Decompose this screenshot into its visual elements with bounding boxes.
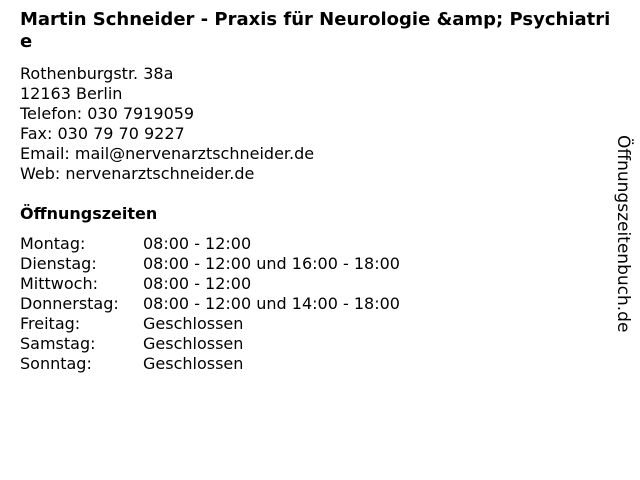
time-value: Geschlossen: [143, 314, 244, 333]
hours-row-saturday: [20, 334, 400, 354]
fax-number: Fax: 030 79 70 9227: [20, 124, 185, 143]
phone-number: Telefon: 030 7919059: [20, 104, 195, 123]
hours-row-wednesday: [20, 274, 400, 294]
website: Web: nervenarztschneider.de: [20, 164, 255, 183]
opening-hours-table: [20, 234, 400, 374]
street-address: Rothenburgstr. 38a: [20, 64, 174, 83]
time-value: Geschlossen: [143, 354, 244, 373]
time-value: 08:00 - 12:00 und 14:00 - 18:00: [143, 294, 400, 313]
time-value: 08:00 - 12:00: [143, 274, 252, 293]
time-value: 08:00 - 12:00: [143, 234, 252, 253]
email-address: Email: mail@nervenarztschneider.de: [20, 144, 315, 163]
hours-row-tuesday: [20, 254, 400, 274]
hours-row-sunday: [20, 354, 400, 374]
day-label: Montag:: [20, 234, 86, 253]
day-label: Samstag:: [20, 334, 96, 353]
day-label: Mittwoch:: [20, 274, 98, 293]
day-label: Dienstag:: [20, 254, 97, 273]
day-label: Sonntag:: [20, 354, 92, 373]
time-value: 08:00 - 12:00 und 16:00 - 18:00: [143, 254, 400, 273]
page-title: Martin Schneider - Praxis für Neurologie &amp; Psychiatrie: [20, 9, 611, 52]
day-label: Freitag:: [20, 314, 81, 333]
hours-row-friday: [20, 314, 400, 334]
watermark-text: Öffnungszeitenbuch.de: [613, 135, 633, 333]
opening-hours-heading: Öffnungszeiten: [20, 204, 158, 223]
time-value: Geschlossen: [143, 334, 244, 353]
hours-row-thursday: [20, 294, 400, 314]
day-label: Donnerstag:: [20, 294, 119, 313]
city-address: 12163 Berlin: [20, 84, 123, 103]
hours-row-monday: [20, 234, 400, 254]
contact-block: [20, 64, 314, 184]
